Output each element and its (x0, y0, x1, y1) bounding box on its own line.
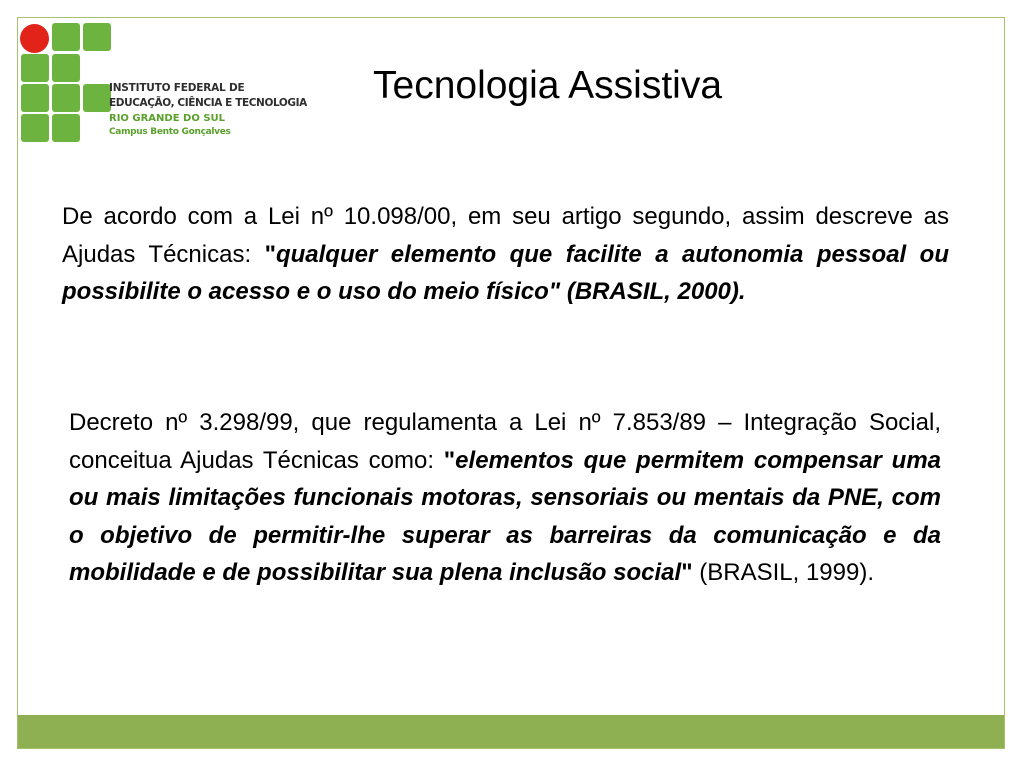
logo-green-square (52, 84, 80, 112)
paragraph2-open-quote: " (443, 446, 456, 474)
paragraph-decreto-3298 (69, 404, 941, 592)
paragraph-lei-10098 (62, 198, 949, 311)
paragraph2-intro: Decreto nº 3.298/99, que regulamenta a Lei nº 7.853/89 – Integração Social, conceitua Ajudas Técnicas como: (69, 409, 941, 474)
logo-line-campus: Campus Bento Gonçalves (109, 127, 231, 137)
logo-line-education: EDUCAÇÃO, CIÊNCIA E TECNOLOGIA (109, 97, 307, 109)
paragraph2-quote: elementos que permitem compensar uma ou mais limitações funcionais motoras, sensoriais ou mentais da PNE, com o objetivo de permitir-lhe superar as barreiras da comunicação e da mobilidade e de possibilitar sua plena inclusão social (69, 446, 941, 586)
logo-line-state: RIO GRANDE DO SUL (109, 113, 226, 124)
logo-green-square (21, 114, 49, 142)
logo-green-square (83, 23, 111, 51)
logo-line-institute: INSTITUTO FEDERAL DE (109, 82, 245, 94)
slide-title: Tecnologia Assistiva (373, 64, 723, 107)
paragraph1-intro: De acordo com a Lei nº 10.098/00, em seu artigo segundo, assim descreve as Ajudas Técnicas: (62, 203, 949, 268)
logo-text (109, 81, 307, 139)
logo-green-square (52, 23, 80, 51)
paragraph2-close-quote: " (681, 559, 693, 586)
paragraph1-open-quote: " (264, 240, 276, 268)
logo-green-square (52, 54, 80, 82)
logo-green-square (21, 54, 49, 82)
logo-red-circle (20, 24, 49, 53)
logo-green-square (21, 84, 49, 112)
footer-bar (18, 715, 1004, 748)
paragraph2-citation: (BRASIL, 1999). (692, 559, 874, 586)
paragraph1-quote: qualquer elemento que facilite a autonomia pessoal ou possibilite o acesso e o uso do meio físico" (BRASIL, 2000). (62, 240, 949, 305)
logo-green-square (52, 114, 80, 142)
institution-logo (19, 21, 329, 146)
logo-green-square (83, 84, 111, 112)
